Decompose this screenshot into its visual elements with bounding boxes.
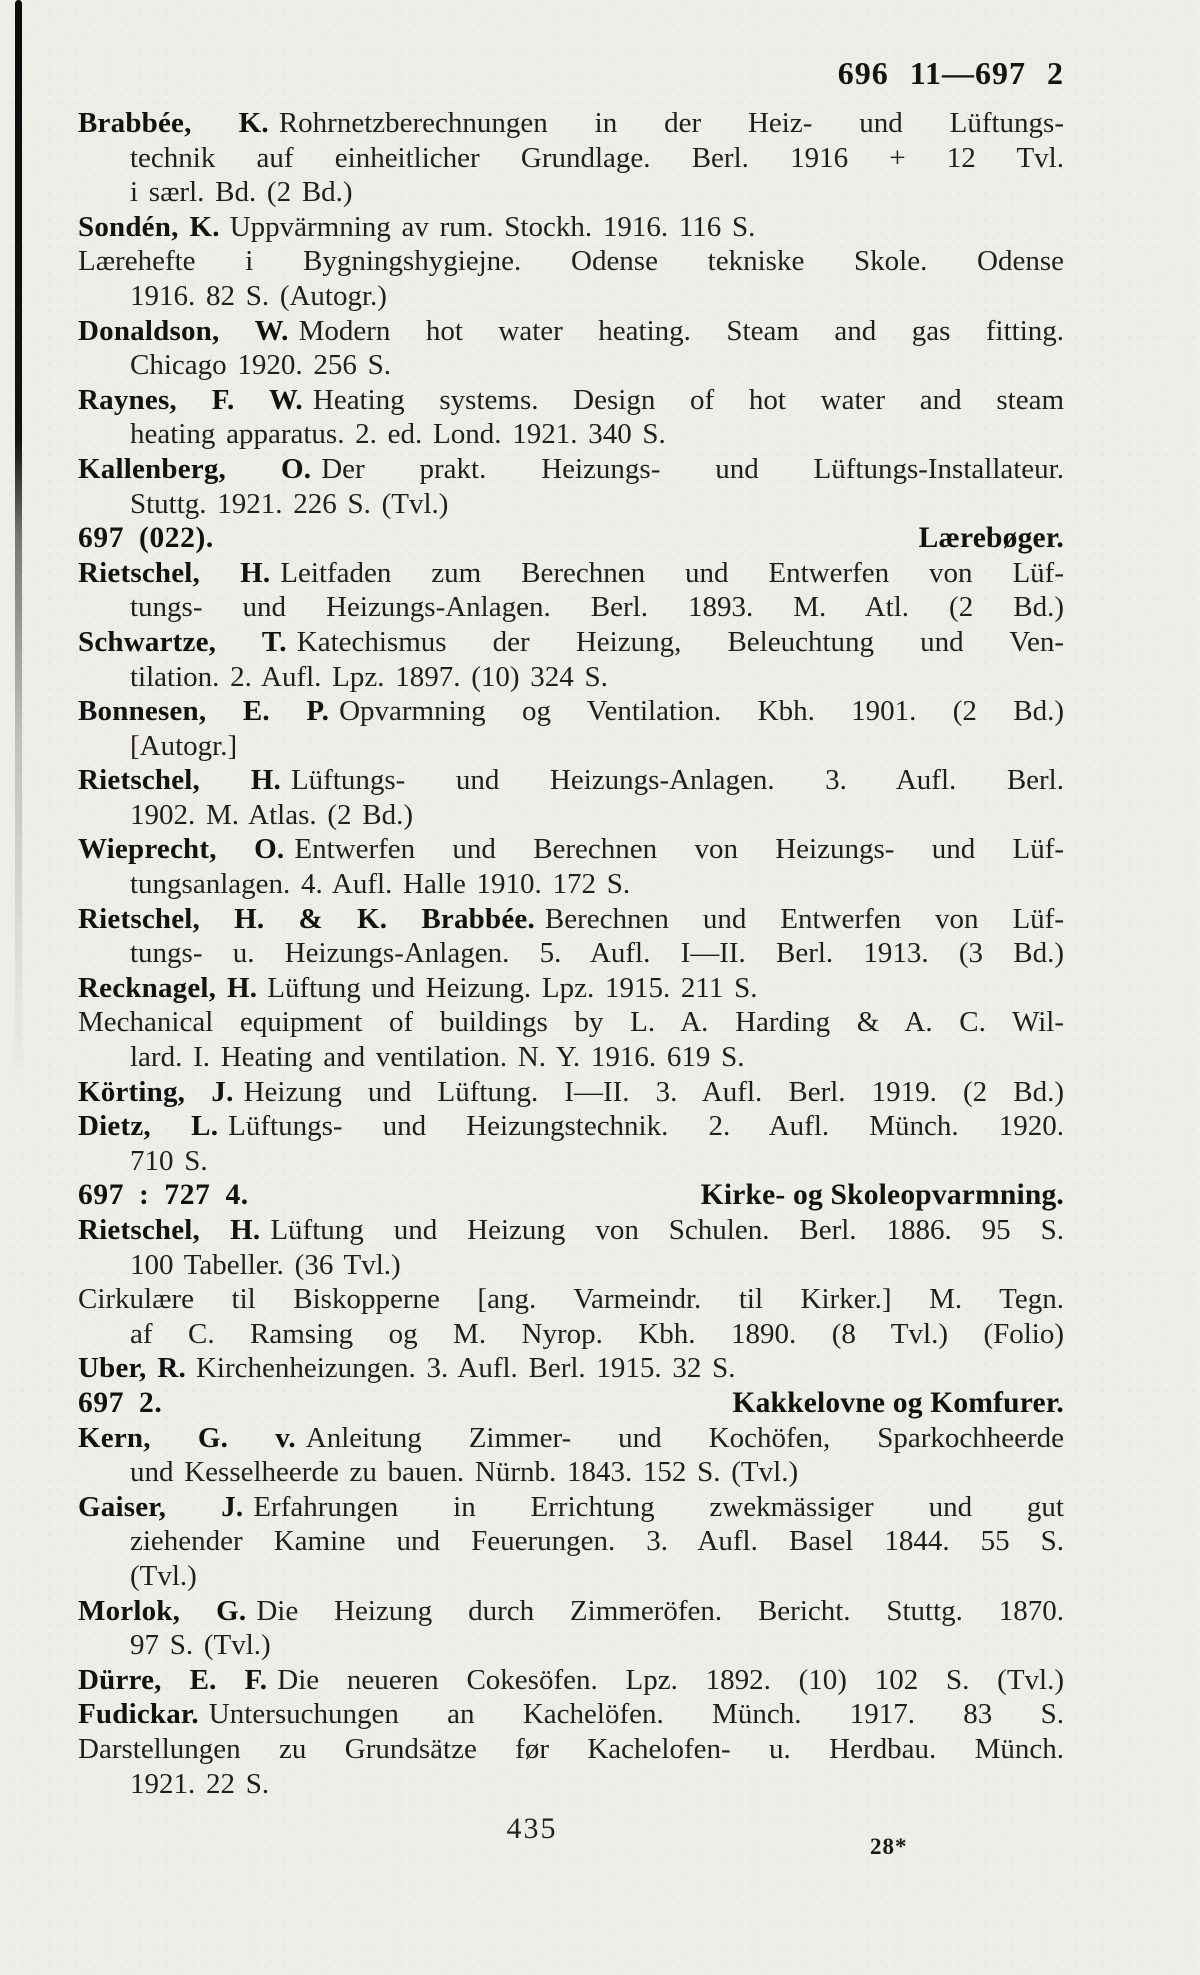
entry-line: 1916. 82 S. (Autogr.) bbox=[130, 279, 387, 312]
bibliography-entry bbox=[78, 1594, 1064, 1663]
entry-line bbox=[78, 210, 1064, 245]
entry-author: Morlok, G. bbox=[78, 1594, 247, 1627]
section-classmark: 697 : 727 4. bbox=[78, 1179, 249, 1212]
section-classmark: 697 (022). bbox=[78, 522, 214, 555]
entry-line: Chicago 1920. 256 S. bbox=[130, 349, 391, 382]
entry-text: Cirkulære til Biskopperne [ang. Varmeindr. til Kirker.] M. Tegn. bbox=[78, 1283, 1064, 1316]
entry-line: tilation. 2. Aufl. Lpz. 1897. (10) 324 S. bbox=[130, 660, 608, 693]
entry-text: Uppvärmning av rum. Stockh. 1916. 116 S. bbox=[229, 210, 756, 243]
entry-text: Anleitung Zimmer- und Kochöfen, Sparkochheerde bbox=[305, 1421, 1064, 1454]
entry-text: Heizung und Lüftung. I—II. 3. Aufl. Berl. 1919. (2 Bd.) bbox=[243, 1075, 1065, 1108]
entry-line bbox=[78, 244, 1064, 279]
entry-text: Entwerfen und Berechnen von Heizungs- und Lüf- bbox=[294, 833, 1065, 866]
bibliography-entry bbox=[78, 1421, 1064, 1490]
entry-line: 97 S. (Tvl.) bbox=[130, 1629, 271, 1662]
entry-text: Mechanical equipment of buildings by L. A. Harding & A. C. Wil- bbox=[78, 1006, 1064, 1039]
entry-text: Kirchenheizungen. 3. Aufl. Berl. 1915. 32 S. bbox=[195, 1352, 736, 1385]
entry-text: Lærehefte i Bygningshygiejne. Odense tekniske Skole. Odense bbox=[78, 245, 1064, 278]
entry-author: Dietz, L. bbox=[78, 1110, 219, 1143]
bibliography-entry bbox=[78, 1351, 1064, 1386]
entry-line bbox=[78, 971, 1064, 1006]
entry-line: [Autogr.] bbox=[130, 729, 238, 762]
bibliography bbox=[78, 106, 1064, 1801]
entry-line bbox=[78, 902, 1064, 937]
entry-author: Uber, R. bbox=[78, 1352, 186, 1385]
entry-line: i særl. Bd. (2 Bd.) bbox=[130, 176, 353, 209]
entry-author: Rietschel, H. bbox=[78, 556, 271, 589]
entry-text: Leitfaden zum Berechnen und Entwerfen von Lüf- bbox=[280, 556, 1064, 589]
signature-mark: 28* bbox=[870, 1834, 908, 1859]
entry-line: 100 Tabeller. (36 Tvl.) bbox=[130, 1248, 401, 1281]
entry-line bbox=[78, 1075, 1064, 1110]
entry-text: Lüftungs- und Heizungs-Anlagen. 3. Aufl. Berl. bbox=[290, 764, 1064, 797]
bibliography-entry bbox=[78, 106, 1064, 210]
bibliography-entry bbox=[78, 971, 1064, 1006]
entry-line bbox=[78, 694, 1064, 729]
bibliography-entry bbox=[78, 902, 1064, 971]
entry-line bbox=[78, 1663, 1064, 1698]
entry-author: Schwartze, T. bbox=[78, 625, 287, 658]
entry-text: Heating systems. Design of hot water and steam bbox=[312, 383, 1065, 416]
bibliography-entry bbox=[78, 1697, 1064, 1732]
entry-text: Lüftungs- und Heizungstechnik. 2. Aufl. Münch. 1920. bbox=[228, 1110, 1064, 1143]
entry-line: 1921. 22 S. bbox=[130, 1767, 270, 1800]
bibliography-entry bbox=[78, 1490, 1064, 1594]
entry-author: Recknagel, H. bbox=[78, 971, 258, 1004]
bibliography-entry bbox=[78, 1075, 1064, 1110]
entry-line bbox=[78, 452, 1064, 487]
bibliography-entry bbox=[78, 244, 1064, 313]
entry-line bbox=[78, 1109, 1064, 1144]
section-title: Kirke- og Skoleopvarmning. bbox=[700, 1179, 1064, 1212]
entry-text: Berechnen und Entwerfen von Lüf- bbox=[544, 902, 1064, 935]
entry-line bbox=[78, 383, 1064, 418]
bibliography-entry bbox=[78, 383, 1064, 452]
bibliography-entry bbox=[78, 1282, 1064, 1351]
entry-line: 1902. M. Atlas. (2 Bd.) bbox=[130, 798, 413, 831]
entry-author: Kern, G. v. bbox=[78, 1421, 296, 1454]
entry-line bbox=[78, 106, 1064, 141]
entry-author: Rietschel, H. & K. Brabbée. bbox=[78, 902, 535, 935]
entry-line: tungs- u. Heizungs-Anlagen. 5. Aufl. I—II. Berl. 1913. (3 Bd.) bbox=[130, 937, 1064, 970]
entry-author: Brabbée, K. bbox=[78, 107, 269, 139]
entry-line: af C. Ramsing og M. Nyrop. Kbh. 1890. (8 Tvl.) (Folio) bbox=[130, 1317, 1064, 1350]
entry-author: Raynes, F. W. bbox=[78, 383, 303, 416]
entry-line: ziehender Kamine und Feuerungen. 3. Aufl. Basel 1844. 55 S. bbox=[130, 1525, 1064, 1558]
entry-text: Opvarmning og Ventilation. Kbh. 1901. (2 Bd.) bbox=[339, 695, 1064, 728]
entry-line bbox=[78, 1351, 1064, 1386]
entry-author: Rietschel, H. bbox=[78, 764, 281, 797]
bibliography-entry bbox=[78, 452, 1064, 521]
bibliography-entry bbox=[78, 314, 1064, 383]
entry-line bbox=[78, 625, 1064, 660]
entry-line bbox=[78, 556, 1064, 591]
entry-author: Sondén, K. bbox=[78, 210, 220, 243]
bibliography-entry bbox=[78, 763, 1064, 832]
entry-line: Stuttg. 1921. 226 S. (Tvl.) bbox=[130, 487, 449, 520]
entry-line bbox=[78, 832, 1064, 867]
entry-line bbox=[78, 1490, 1064, 1525]
bibliography-entry bbox=[78, 694, 1064, 763]
entry-line: tungs- und Heizungs-Anlagen. Berl. 1893. M. Atl. (2 Bd.) bbox=[130, 591, 1064, 624]
entry-text: Rohrnetzberechnungen in der Heiz- und Lüftungs- bbox=[278, 107, 1064, 139]
entry-text: Die Heizung durch Zimmeröfen. Bericht. Stuttg. 1870. bbox=[256, 1594, 1064, 1627]
bibliography-entry bbox=[78, 556, 1064, 625]
bibliography-entry bbox=[78, 1213, 1064, 1282]
entry-line: 710 S. bbox=[130, 1144, 208, 1177]
entry-line: lard. I. Heating and ventilation. N. Y. 1916. 619 S. bbox=[130, 1041, 745, 1074]
entry-line bbox=[78, 1732, 1064, 1767]
page-number: 435 bbox=[506, 1812, 558, 1845]
entry-text: Untersuchungen an Kachelöfen. Münch. 1917. 83 S. bbox=[208, 1698, 1064, 1731]
entry-text: Die neueren Cokesöfen. Lpz. 1892. (10) 102 S. (Tvl.) bbox=[277, 1663, 1064, 1696]
entry-line: (Tvl.) bbox=[130, 1559, 197, 1592]
section-title: Lærebøger. bbox=[918, 522, 1064, 555]
entry-text: Modern hot water heating. Steam and gas fitting. bbox=[298, 314, 1064, 347]
entry-line bbox=[78, 1282, 1064, 1317]
entry-line bbox=[78, 1697, 1064, 1732]
bibliography-entry bbox=[78, 625, 1064, 694]
entry-author: Donaldson, W. bbox=[78, 314, 289, 347]
entry-line bbox=[78, 1213, 1064, 1248]
entry-author: Fudickar. bbox=[78, 1698, 199, 1731]
entry-line bbox=[78, 763, 1064, 798]
entry-author: Dürre, E. F. bbox=[78, 1663, 268, 1696]
entry-text: Der prakt. Heizungs- und Lüftungs-Installateur. bbox=[321, 452, 1064, 485]
entry-author: Gaiser, J. bbox=[78, 1490, 244, 1523]
entry-author: Wieprecht, O. bbox=[78, 833, 285, 866]
bibliography-entry bbox=[78, 1005, 1064, 1074]
entry-author: Bonnesen, E. P. bbox=[78, 695, 330, 728]
bibliography-entry bbox=[78, 1109, 1064, 1178]
entry-text: Lüftung und Heizung. Lpz. 1915. 211 S. bbox=[267, 971, 758, 1004]
section-classmark: 697 2. bbox=[78, 1386, 163, 1419]
section-title: Kakkelovne og Komfurer. bbox=[732, 1386, 1064, 1419]
entry-author: Rietschel, H. bbox=[78, 1214, 261, 1246]
entry-line bbox=[78, 1421, 1064, 1456]
entry-line bbox=[78, 1005, 1064, 1040]
entry-text: Katechismus der Heizung, Beleuchtung und Ven- bbox=[296, 625, 1065, 658]
entry-line: tungsanlagen. 4. Aufl. Halle 1910. 172 S. bbox=[130, 868, 631, 901]
scan-edge-artifact bbox=[15, 0, 22, 1090]
bibliography-entry bbox=[78, 1663, 1064, 1698]
page-header-classmark: 696 11—697 2 bbox=[837, 55, 1064, 91]
section-heading bbox=[78, 521, 1064, 556]
entry-line: technik auf einheitlicher Grundlage. Berl. 1916 + 12 Tvl. bbox=[130, 141, 1064, 174]
text-column bbox=[78, 54, 1064, 1801]
bibliography-entry bbox=[78, 1732, 1064, 1801]
entry-line bbox=[78, 1594, 1064, 1629]
bibliography-entry bbox=[78, 210, 1064, 245]
entry-line: und Kesselheerde zu bauen. Nürnb. 1843. 152 S. (Tvl.) bbox=[130, 1456, 799, 1489]
section-heading bbox=[78, 1178, 1064, 1213]
entry-line: heating apparatus. 2. ed. Lond. 1921. 340 S. bbox=[130, 418, 666, 451]
entry-line bbox=[78, 314, 1064, 349]
entry-author: Körting, J. bbox=[78, 1075, 234, 1108]
bibliography-entry bbox=[78, 832, 1064, 901]
entry-text: Erfahrungen in Errichtung zwekmässiger und gut bbox=[253, 1490, 1064, 1523]
entry-text: Lüftung und Heizung von Schulen. Berl. 1886. 95 S. bbox=[270, 1214, 1064, 1246]
section-heading bbox=[78, 1386, 1064, 1421]
entry-text: Darstellungen zu Grundsätze før Kachelofen- u. Herdbau. Münch. bbox=[78, 1732, 1064, 1765]
entry-author: Kallenberg, O. bbox=[78, 452, 312, 485]
